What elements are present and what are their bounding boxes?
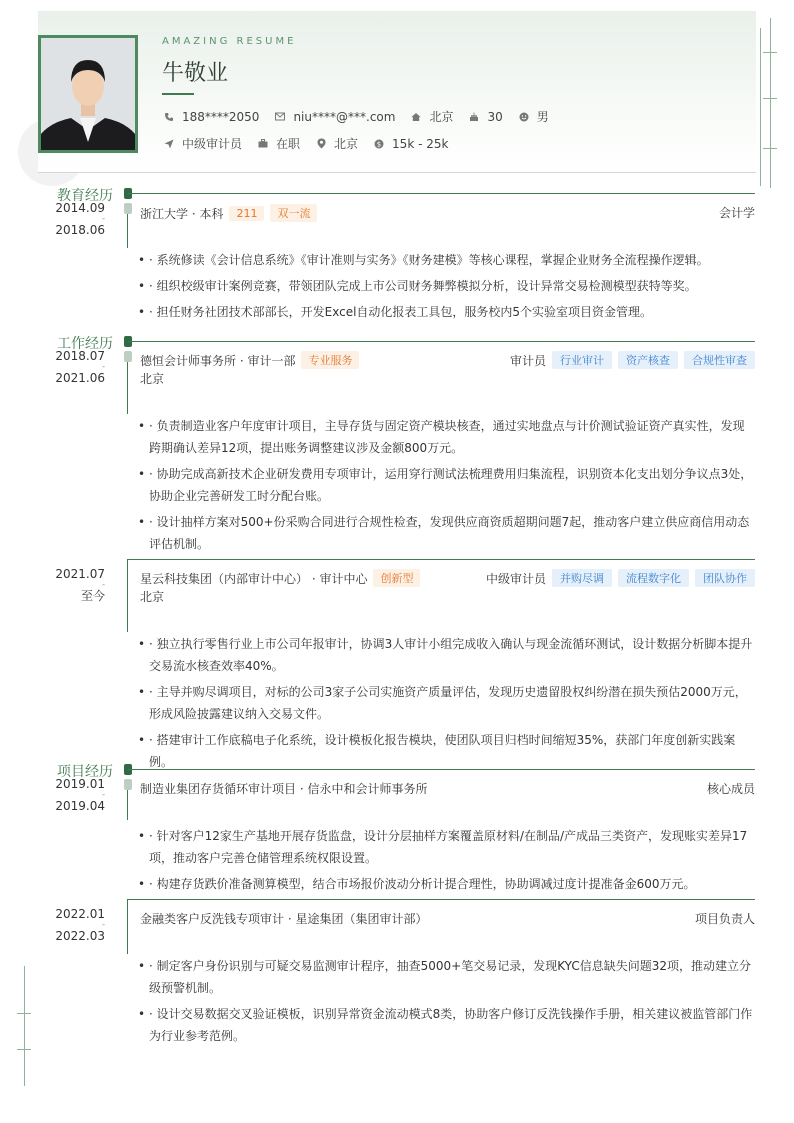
list-item: • · 搭建审计工作底稿电子化系统，设计模板化报告模块，使团队项目归档时间缩短35%，获部门年度创新实践案例。 [138,729,756,773]
profile-photo [38,35,138,153]
project-role: 核心成员 [706,782,755,796]
education-date [35,202,105,236]
list-item: • · 制定客户身份识别与可疑交易监测审计程序，抽查5000+笔交易记录，发现KYC信息缺失问题32项，推动建立分级预警机制。 [138,955,756,999]
email-text: niu****@***.com [293,109,396,124]
list-item: • · 担任财务社团技术部部长，开发Excel自动化报表工具包，服务校内5个实验室项目资金管理。 [138,301,756,323]
timeline-line [127,559,128,632]
work-company [140,351,359,369]
email-item [273,110,395,124]
list-item: • · 设计交易数据交叉验证模板，识别异常资金流动模式8类，协助客户修订反洗钱操作手册，相关建议被监管部门作为行业参考范例。 [138,1003,756,1047]
project-name: 金融类客户反洗钱专项审计 · 星途集团（集团审计部） [140,912,428,926]
work-role [486,569,755,587]
work-date [35,568,105,602]
project-date [35,778,105,812]
start-date: 2018.07 [55,349,105,363]
date-separator: - [102,214,105,223]
resume-header [38,11,756,173]
city-text: 北京 [429,110,454,124]
work-bullets [138,415,756,559]
decorative-line [770,18,771,188]
gender-text: 男 [536,110,549,124]
work-section-title: 工作经历 [57,336,113,352]
send-icon [162,139,176,149]
start-date: 2022.01 [55,907,105,921]
decorative-tick [763,98,777,99]
end-date: 2022.03 [55,929,105,943]
work-location: 北京 [140,372,165,386]
work-role [510,351,755,369]
date-separator: - [102,920,105,929]
work-location: 北京 [140,590,165,604]
school-tag: 211 [229,206,264,221]
job-intent-row [162,135,462,152]
phone-text: 188****2050 [182,109,260,124]
briefcase-icon [256,139,270,148]
start-date: 2021.07 [55,567,105,581]
section-divider [128,769,755,770]
target-city-text: 北京 [334,137,359,151]
list-item: • · 针对客户12家生产基地开展存货监盘，设计分层抽样方案覆盖原材料/在制品/产成品三类资产，发现账实差异17项，推动客户完善仓储管理系统权限设置。 [138,825,756,869]
entry-marker [124,351,132,362]
contact-row [162,108,563,125]
timeline-line [127,214,128,248]
project-name: 制造业集团存货循环审计项目 · 信永中和会计师事务所 [140,782,428,796]
salary-item [372,137,448,151]
decorative-tick [763,148,777,149]
phone-icon [162,112,176,122]
skill-tag: 流程数字化 [618,569,689,587]
education-section-title: 教育经历 [57,188,113,204]
list-item: • · 组织校级审计案例竞赛，带领团队完成上市公司财务舞弊模拟分析，设计异常交易检测模型获特等奖。 [138,275,756,297]
entry-divider [127,899,755,900]
location-pin-icon [314,138,328,149]
decorative-line [24,966,25,1086]
avatar-image [41,38,135,150]
coin-icon [372,139,386,149]
entry-marker [124,779,132,790]
education-school [140,204,317,222]
age-item [467,110,502,124]
status-item [256,135,300,152]
decorative-tick [17,1013,31,1014]
target-city-item [314,135,358,152]
list-item: • · 构建存货跌价准备测算模型，结合市场报价波动分析计提合理性，协助调减过度计提准备金600万元。 [138,873,756,895]
phone-item [162,110,259,124]
timeline-line [127,899,128,954]
work-date [35,350,105,384]
end-date: 2018.06 [55,223,105,237]
role-title: 审计员 [509,353,546,368]
company-tag: 专业服务 [301,351,359,369]
project-role: 项目负责人 [694,912,755,926]
position-text: 中级审计员 [182,137,243,151]
list-item: • · 系统修读《会计信息系统》《审计准则与实务》《财务建模》等核心课程，掌握企业财务全流程操作逻辑。 [138,249,756,271]
position-item [162,135,242,152]
email-icon [273,112,287,121]
project-bullets [138,825,756,899]
end-date: 至今 [80,589,105,603]
end-date: 2021.06 [55,371,105,385]
home-icon [409,112,423,122]
skill-tag: 资产核查 [618,351,678,369]
decorative-tick [17,1049,31,1050]
work-company [140,569,420,587]
age-text: 30 [487,109,503,124]
date-separator: - [102,362,105,371]
smile-icon [517,112,531,122]
company-tag: 创新型 [373,569,420,587]
cake-icon [467,112,481,122]
decorative-line [760,28,761,186]
list-item: • · 协助完成高新技术企业研发费用专项审计，运用穿行测试法梳理费用归集流程，识别资本化支出划分争议点3处，协助企业完善研发工时分配台账。 [138,463,756,507]
date-separator: - [102,580,105,589]
skill-tag: 行业审计 [552,351,612,369]
gender-item [517,108,549,125]
role-title: 中级审计员 [485,571,546,586]
timeline-line [127,362,128,414]
school-name: 浙江大学 · 本科 [140,206,224,221]
entry-divider [127,559,755,560]
name-underline [162,93,194,95]
salary-text: 15k - 25k [392,136,449,151]
start-date: 2014.09 [55,201,105,215]
date-separator: - [102,790,105,799]
city-item [409,108,453,125]
education-bullets [138,249,756,327]
project-bullets [138,955,756,1051]
school-tag: 双一流 [270,204,317,222]
end-date: 2019.04 [55,799,105,813]
timeline-line [127,790,128,820]
company-name: 德恒会计师事务所 · 审计一部 [140,353,296,368]
status-text: 在职 [276,137,301,151]
skill-tag: 团队协作 [695,569,755,587]
projects-section-title: 项目经历 [57,764,113,780]
resume-tagline: AMAZING RESUME [162,36,297,47]
svg-text:$: $ [376,140,382,149]
list-item: • · 主导并购尽调项目，对标的公司3家子公司实施资产质量评估，发现历史遗留股权纠纷潜在损失预估2000万元，形成风险披露建议纳入交易文件。 [138,681,756,725]
list-item: • · 设计抽样方案对500+份采购合同进行合规性检查，发现供应商资质超期问题7起，推动客户建立供应商信用动态评估机制。 [138,511,756,555]
skill-tag: 合规性审查 [684,351,755,369]
section-divider [128,341,755,342]
list-item: • · 负责制造业客户年度审计项目，主导存货与固定资产模块核查，通过实地盘点与计价测试验证资产真实性，发现跨期确认差异12项，提出账务调整建议涉及金额800万元。 [138,415,756,459]
skill-tag: 并购尽调 [552,569,612,587]
decorative-tick [763,52,777,53]
education-major: 会计学 [718,206,755,220]
company-name: 星云科技集团（内部审计中心） · 审计中心 [140,571,368,586]
start-date: 2019.01 [55,777,105,791]
list-item: • · 独立执行零售行业上市公司年报审计，协调3人审计小组完成收入确认与现金流循环测试，设计数据分析脚本提升交易流水核查效率40%。 [138,633,756,677]
entry-marker [124,203,132,214]
project-date [35,908,105,942]
section-divider [128,193,755,194]
work-bullets [138,633,756,777]
candidate-name: 牛敬业 [162,61,229,86]
